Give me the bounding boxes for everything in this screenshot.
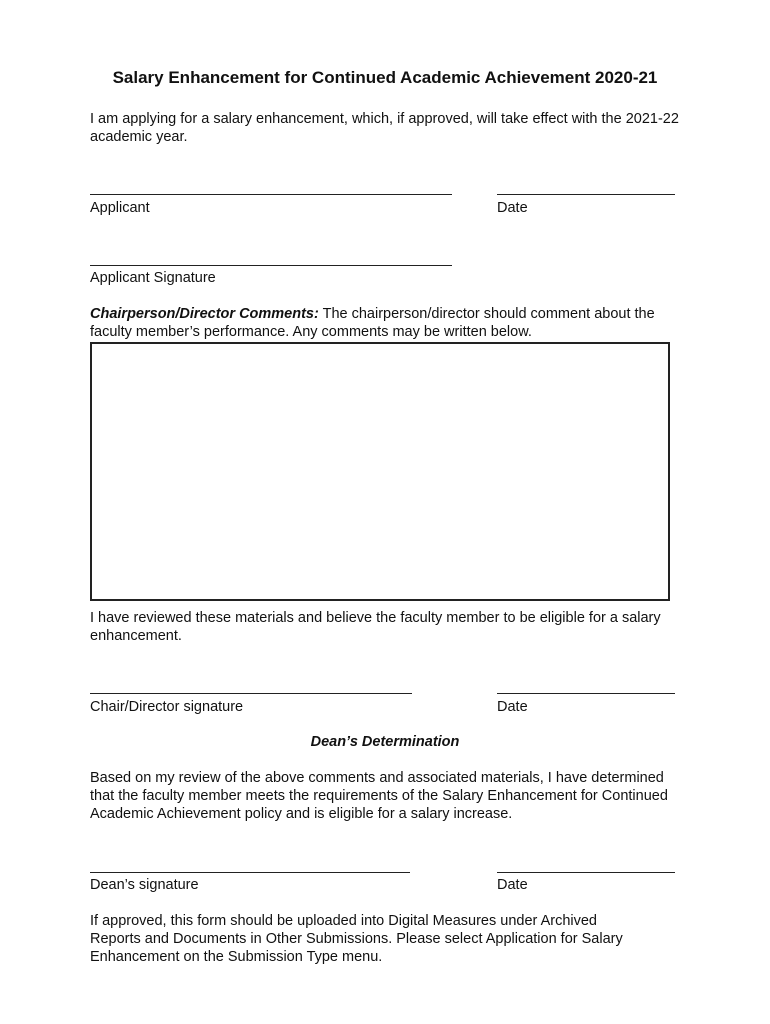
dean-date-field[interactable] [497,872,675,873]
applicant-signature-label: Applicant Signature [90,270,216,286]
chair-signature-field[interactable] [90,693,412,694]
chair-comments-box[interactable] [90,342,670,601]
review-statement: I have reviewed these materials and believe the faculty member to be eligible for a salary enhancement. [90,610,661,644]
chair-comments-heading: Chairperson/Director Comments: [90,306,319,322]
chair-comments-instructions [90,305,690,341]
dean-heading: Dean’s Determination [310,734,460,750]
footer-note: If approved, this form should be uploaded into Digital Measures under Archived Reports and Documents in Other Submissions. Please select Application for Salary Enhancement on the Submission Type menu. [90,913,623,965]
applicant-date-field[interactable] [497,194,675,195]
dean-date-label: Date [497,877,528,893]
applicant-signature-field[interactable] [90,265,452,266]
chair-comments-text: The chairperson/director should comment about the faculty member’s performance. Any comments may be written below. [90,306,655,340]
dean-signature-label: Dean’s signature [90,877,199,893]
chair-signature-label: Chair/Director signature [90,699,244,715]
chair-date-field[interactable] [497,693,675,694]
intro-text: I am applying for a salary enhancement, which, if approved, will take effect with the 2021-22 academic year. [90,111,679,145]
page-title: Salary Enhancement for Continued Academic Achievement 2020-21 [112,68,658,87]
applicant-date-label: Date [497,200,528,216]
dean-statement: Based on my review of the above comments and associated materials, I have determined that the faculty member meets the requirements of the Salary Enhancement for Continued Academic Achievement policy and is eligible for a salary increase. [90,770,668,822]
chair-date-label: Date [497,699,528,715]
dean-signature-field[interactable] [90,872,410,873]
applicant-name-field[interactable] [90,194,452,195]
applicant-label: Applicant [90,200,150,216]
